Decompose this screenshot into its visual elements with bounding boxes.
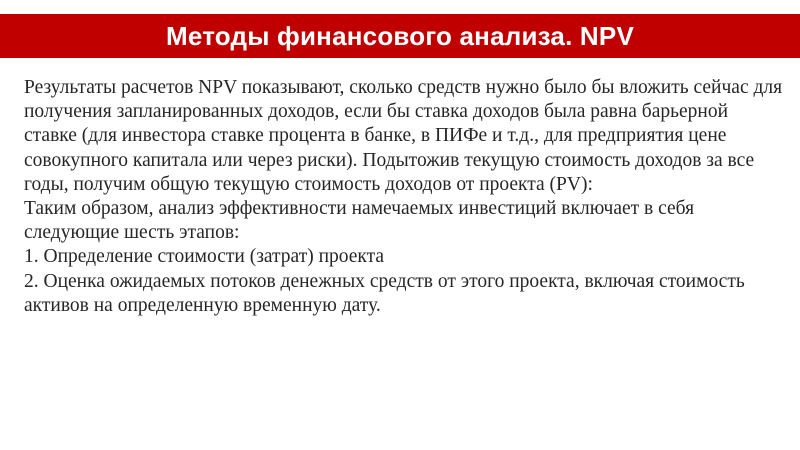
list-item-stage-2: 2. Оценка ожидаемых потоков денежных средств от этого проекта, включая стоимость активов на определенную временную дату. xyxy=(24,270,745,316)
list-item-stage-1: 1. Определение стоимости (затрат) проекта xyxy=(24,246,385,268)
paragraph-stages-intro: Таким образом, анализ эффективности намечаемых инвестиций включает в себя следующие шесть этапов: xyxy=(24,198,695,244)
paragraph-npv-explanation: Результаты расчетов NPV показывают, сколько средств нужно было бы вложить сейчас для получения запланированных доходов, если бы ставка доходов была равна барьерной ставке (для инвестора ставке процента в банке, в ПИФе и т.д., для предприятия цене совокупного капитала или через риски). Подытожив текущую стоимость доходов за все годы, получим общую текущую стоимость доходов от проекта (PV): xyxy=(24,77,783,195)
slide-body xyxy=(24,76,784,318)
title-bar xyxy=(0,14,800,58)
slide-title: Методы финансового анализа. NPV xyxy=(166,20,634,51)
